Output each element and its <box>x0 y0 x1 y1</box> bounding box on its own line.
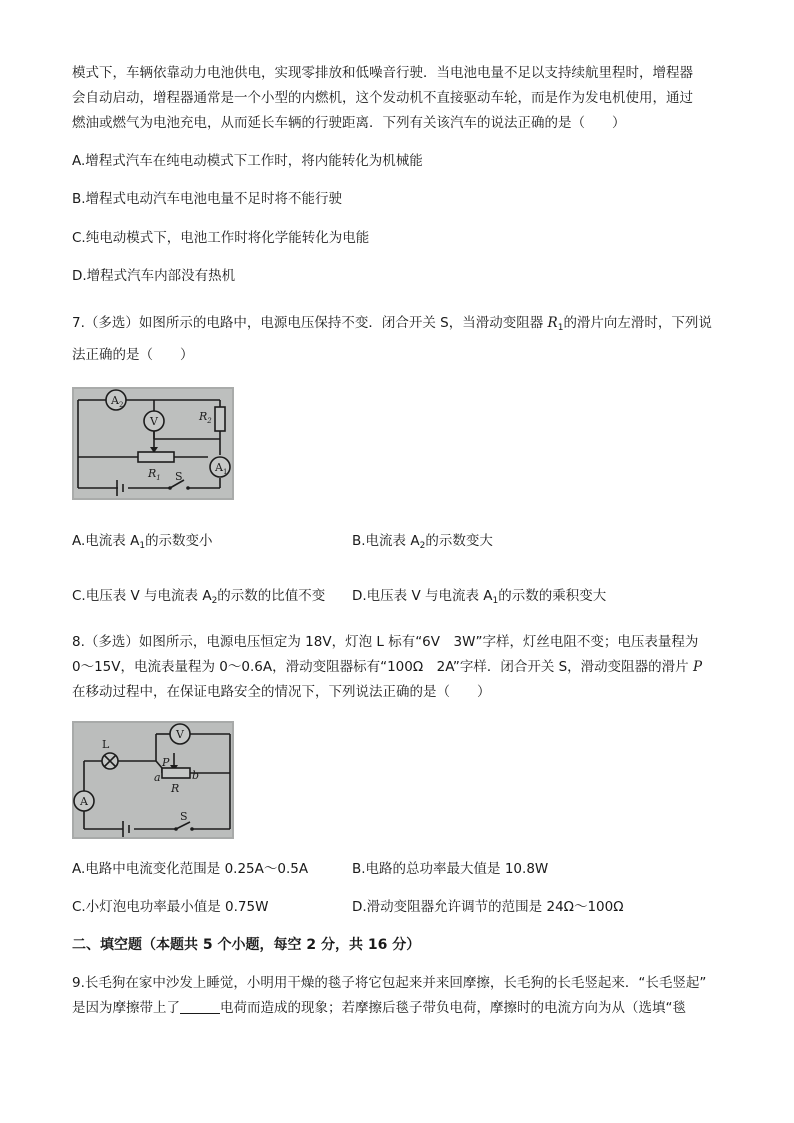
q8-voltmeter-label: V <box>176 728 184 741</box>
q7-option-c: C.电压表 V 与电流表 $A_2$的示数的比值不变 <box>72 588 326 606</box>
q7-r2-label: $R_2$ <box>199 410 212 425</box>
q6-text-line-1: 模式下，车辆依靠动力电池供电，实现零排放和低噪音行驶．当电池电量不足以支持续航里程时，增程器 <box>72 65 693 81</box>
q6-option-d: D.增程式汽车内部没有热机 <box>72 268 236 284</box>
q7-option-a: A.电流表 $A_1$的示数变小 <box>72 533 213 551</box>
q9-answer-blank[interactable] <box>180 999 220 1014</box>
q8-option-c: C.小灯泡电功率最小值是 0.75W <box>72 899 269 915</box>
q8-rheostat-label: R <box>171 782 180 795</box>
section-heading-fill-in: 二、填空题（本题共 5 个小题，每空 2 分，共 16 分） <box>72 937 421 953</box>
q7-text-b: 的滑片向左滑时，下列说 <box>563 315 712 331</box>
q8-lamp-label: L <box>102 738 110 751</box>
q8-slider-p-label: P <box>162 756 170 769</box>
q9-text-line-2: 是因为摩擦带上了 电荷而造成的现象；若摩擦后毯子带负电荷，摩擦时的电流方向为从（选填“毯 <box>72 1000 686 1016</box>
q8-end-b-label: b <box>192 769 200 782</box>
q7-r1-symbol: R <box>547 315 558 331</box>
q7-text-line-2: 法正确的是（ ） <box>72 347 194 363</box>
q6-text-line-2: 会自动启动，增程器通常是一个小型的内燃机，这个发动机不直接驱动车轮，而是作为发电机使用，通过 <box>72 90 693 106</box>
q8-option-b: B.电路的总功率最大值是 10.8W <box>352 861 549 877</box>
q6-text-line-3: 燃油或燃气为电池充电，从而延长车辆的行驶距离．下列有关该汽车的说法正确的是（ ） <box>72 115 626 131</box>
q8-option-d: D.滑动变阻器允许调节的范围是 24Ω～100Ω <box>352 899 624 915</box>
q7-r1-sub: 1 <box>557 323 564 333</box>
q8-circuit-figure <box>72 721 234 839</box>
q7-option-b: B.电流表 $A_2$的示数变大 <box>352 533 493 551</box>
q8-text-line-3: 在移动过程中，在保证电路安全的情况下，下列说法正确的是（ ） <box>72 684 491 700</box>
q8-text-line-2: 0～15V，电流表量程为 0～0.6A，滑动变阻器标有“100Ω 2A”字样．闭合开关 S，滑动变阻器的滑片 P <box>72 659 703 675</box>
q8-switch-label: S <box>180 810 188 823</box>
q8-option-a: A.电路中电流变化范围是 0.25A～0.5A <box>72 861 309 877</box>
q8-p-symbol: P <box>692 659 703 675</box>
q7-option-d: D.电压表 V 与电流表 $A_1$的示数的乘积变大 <box>352 588 607 606</box>
q7-text-line-1 <box>72 313 712 338</box>
q7-text-a: 7.（多选）如图所示的电路中，电源电压保持不变．闭合开关 S，当滑动变阻器 <box>72 315 548 331</box>
q7-ammeter-a1-label: $A_1$ <box>215 461 228 476</box>
q8-ammeter-label: A <box>80 795 88 808</box>
q7-voltmeter-label: V <box>150 415 158 428</box>
q7-r1-label: $R_1$ <box>148 467 161 482</box>
q6-option-a: A.增程式汽车在纯电动模式下工作时，将内能转化为机械能 <box>72 153 423 169</box>
q6-option-b: B.增程式电动汽车电池电量不足时将不能行驶 <box>72 191 343 207</box>
q8-text-line-1: 8.（多选）如图所示，电源电压恒定为 18V，灯泡 L 标有“6V 3W”字样，灯丝电阻不变；电压表量程为 <box>72 634 699 650</box>
q6-option-c: C.纯电动模式下，电池工作时将化学能转化为电能 <box>72 230 370 246</box>
q7-ammeter-a2-label: $A_2$ <box>111 394 124 409</box>
q9-text-line-1: 9.长毛狗在家中沙发上睡觉，小明用干燥的毯子将它包起来并来回摩擦，长毛狗的长毛竖起来．“长毛竖起” <box>72 975 707 991</box>
q7-switch-label: S <box>175 470 183 483</box>
q7-circuit-figure <box>72 387 234 500</box>
q8-end-a-label: a <box>154 771 161 784</box>
